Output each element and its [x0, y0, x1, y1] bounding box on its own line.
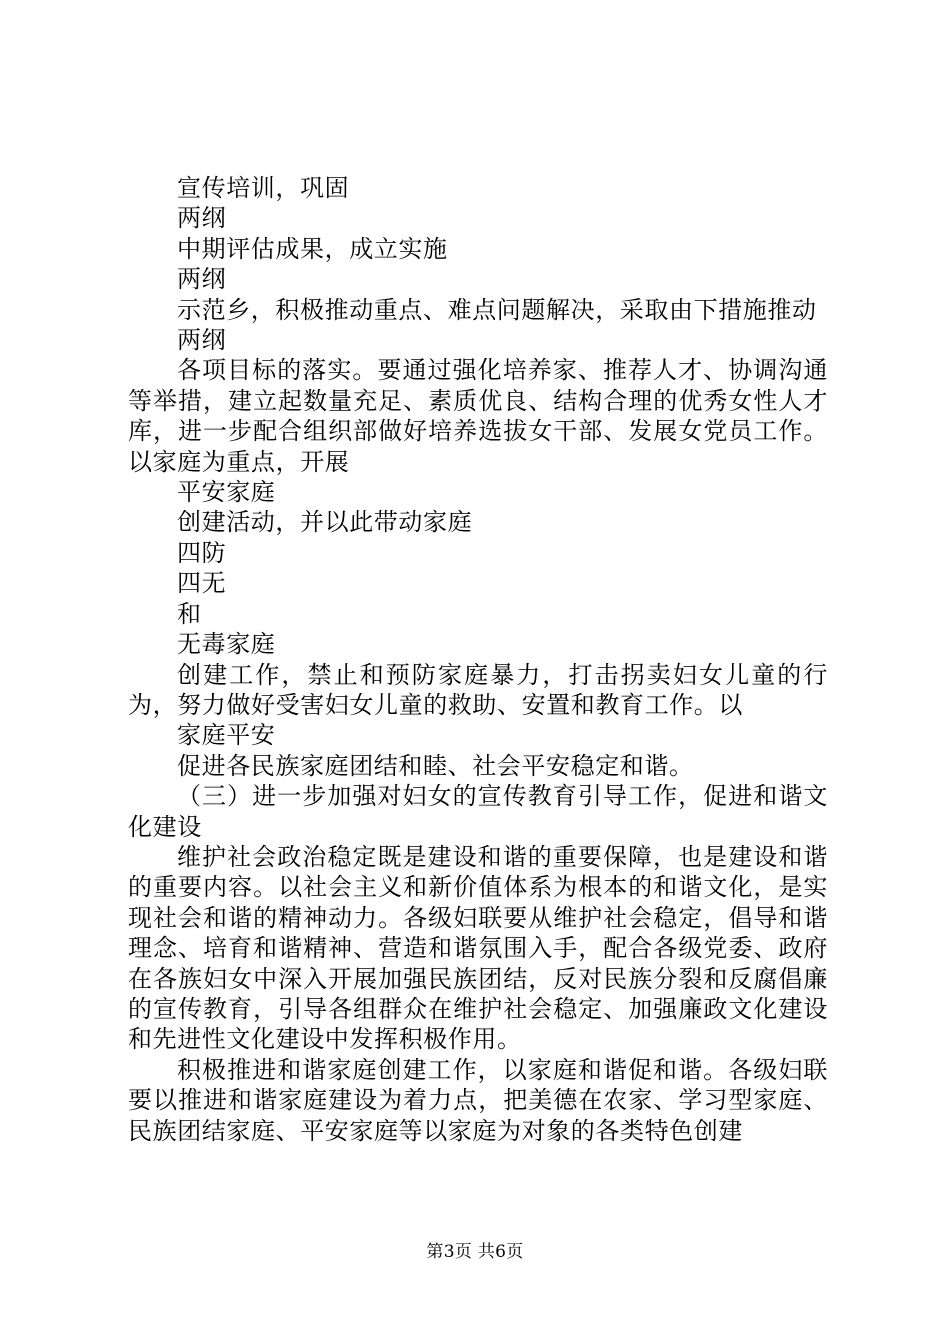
paragraph: 两纲: [177, 326, 227, 355]
paragraph: 创建活动，并以此带动家庭: [177, 508, 473, 537]
paragraph: 平安家庭: [177, 478, 276, 507]
paragraph: 宣传培训，巩固: [177, 174, 350, 202]
paragraph: 促进各民族家庭团结和睦、社会平安稳定和谐。: [177, 751, 694, 780]
paragraph: 四防: [177, 538, 227, 567]
body-text: [128, 173, 828, 1146]
section-heading: （三）进一步加强对妇女的宣传教育引导工作，促进和谐文化建设: [128, 782, 828, 841]
paragraph: 两纲: [177, 204, 227, 233]
paragraph: 四无: [177, 569, 227, 598]
paragraph: 维护社会政治稳定既是建设和谐的重要保障，也是建设和谐的重要内容。以社会主义和新价值体系为根本的和谐文化，是实现社会和谐的精神动力。各级妇联要从维护社会稳定，倡导和谐理念、培育和谐精神、营造和谐氛围入手，配合各级党委、政府在各族妇女中深入开展加强民族团结，反对民族分裂和反腐倡廉的宣传教育，引导各组群众在维护社会稳定、加强廉政文化建设和先进性文化建设中发挥积极作用。: [128, 842, 828, 1054]
paragraph: 家庭平安: [177, 721, 276, 750]
paragraph: 中期评估成果，成立实施: [177, 234, 448, 263]
paragraph: 无毒家庭: [177, 630, 276, 659]
paragraph: 和: [177, 599, 202, 628]
paragraph: 积极推进和谐家庭创建工作，以家庭和谐促和谐。各级妇联要以推进和谐家庭建设为着力点，把美德在农家、学习型家庭、民族团结家庭、平安家庭等以家庭为对象的各类特色创建: [128, 1055, 828, 1145]
paragraph: 各项目标的落实。要通过强化培养家、推荐人才、协调沟通等举措，建立起数量充足、素质优良、结构合理的优秀女性人才库，进一步配合组织部做好培养选拔女干部、发展女党员工作。以家庭为重点，开展: [128, 356, 828, 476]
page-footer: 第3页 共6页: [426, 1242, 524, 1262]
paragraph: 示范乡，积极推动重点、难点问题解决，采取由下措施推动: [177, 295, 817, 324]
paragraph: 两纲: [177, 265, 227, 294]
paragraph: 创建工作，禁止和预防家庭暴力，打击拐卖妇女儿童的行为，努力做好受害妇女儿童的救助、安置和教育工作。以: [128, 660, 828, 719]
